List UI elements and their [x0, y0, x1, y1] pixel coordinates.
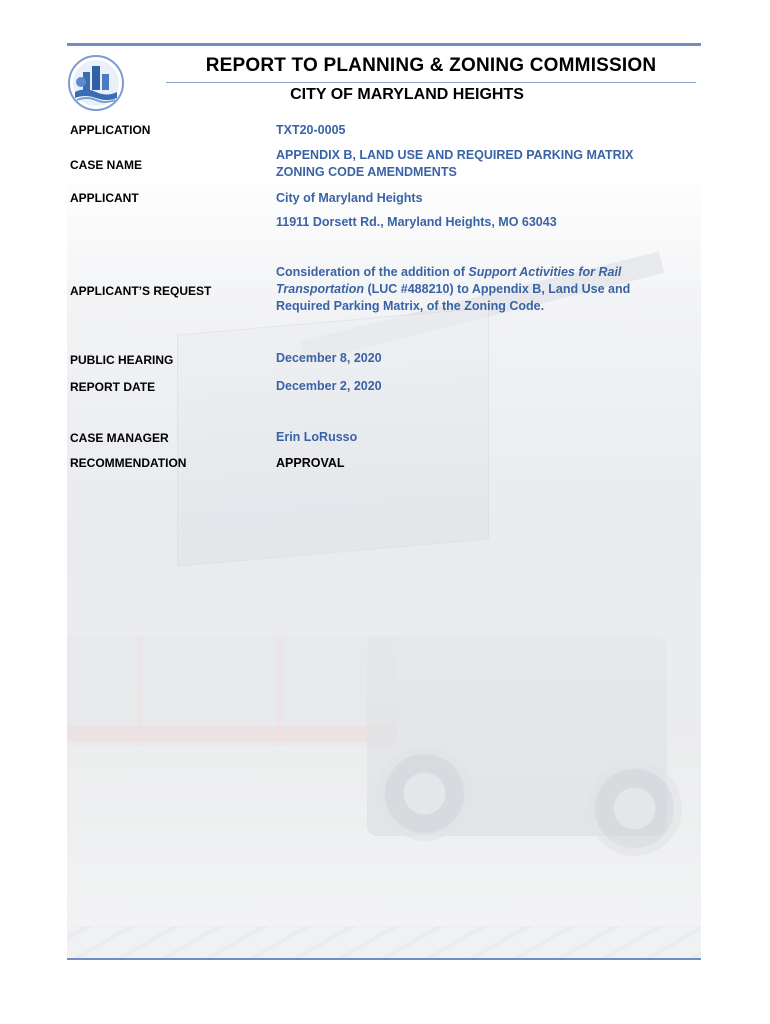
report-date-value: December 2, 2020 — [276, 379, 382, 393]
applicant-label: APPLICANT — [70, 191, 139, 205]
applicant-address: 11911 Dorsett Rd., Maryland Heights, MO 63043 — [276, 215, 557, 229]
report-date-label: REPORT DATE — [70, 380, 156, 394]
application-value: TXT20-0005 — [276, 123, 346, 137]
request-text-2: (LUC #488210) to Appendix B, Land Use and — [363, 282, 631, 296]
public-hearing-label: PUBLIC HEARING — [70, 353, 174, 367]
background-rails — [67, 926, 701, 960]
case-manager-label: CASE MANAGER — [70, 431, 169, 445]
background-train-stripe — [67, 726, 397, 742]
report-page — [67, 43, 701, 960]
application-label: APPLICATION — [70, 123, 151, 137]
applicant-value — [276, 190, 686, 231]
request-value — [276, 264, 686, 315]
report-title: REPORT TO PLANNING & ZONING COMMISSION — [205, 55, 657, 76]
request-text-italic-2: Transportation — [276, 282, 364, 296]
request-label: APPLICANT’S REQUEST — [70, 284, 212, 298]
case-name-line1: APPENDIX B, LAND USE AND REQUIRED PARKING MATRIX — [276, 148, 634, 162]
request-text-1: Consideration of the addition of — [276, 265, 469, 279]
report-header — [67, 46, 701, 106]
city-seal-icon — [67, 54, 125, 112]
recommendation-value: APPROVAL — [276, 456, 345, 470]
public-hearing-value: December 8, 2020 — [276, 351, 382, 365]
city-subtitle: CITY OF MARYLAND HEIGHTS — [290, 86, 524, 103]
case-name-value — [276, 147, 686, 181]
title-divider — [166, 82, 696, 83]
case-manager-value: Erin LoRusso — [276, 430, 358, 444]
recommendation-label: RECOMMENDATION — [70, 456, 187, 470]
applicant-name: City of Maryland Heights — [276, 191, 423, 205]
case-name-line2: ZONING CODE AMENDMENTS — [276, 165, 457, 179]
background-wheel — [377, 746, 472, 841]
request-text-italic-1: Support Activities for Rail — [468, 265, 622, 279]
request-text-3: Required Parking Matrix, of the Zoning Code. — [276, 299, 545, 313]
case-name-label: CASE NAME — [70, 158, 143, 172]
background-wheel — [587, 761, 682, 856]
